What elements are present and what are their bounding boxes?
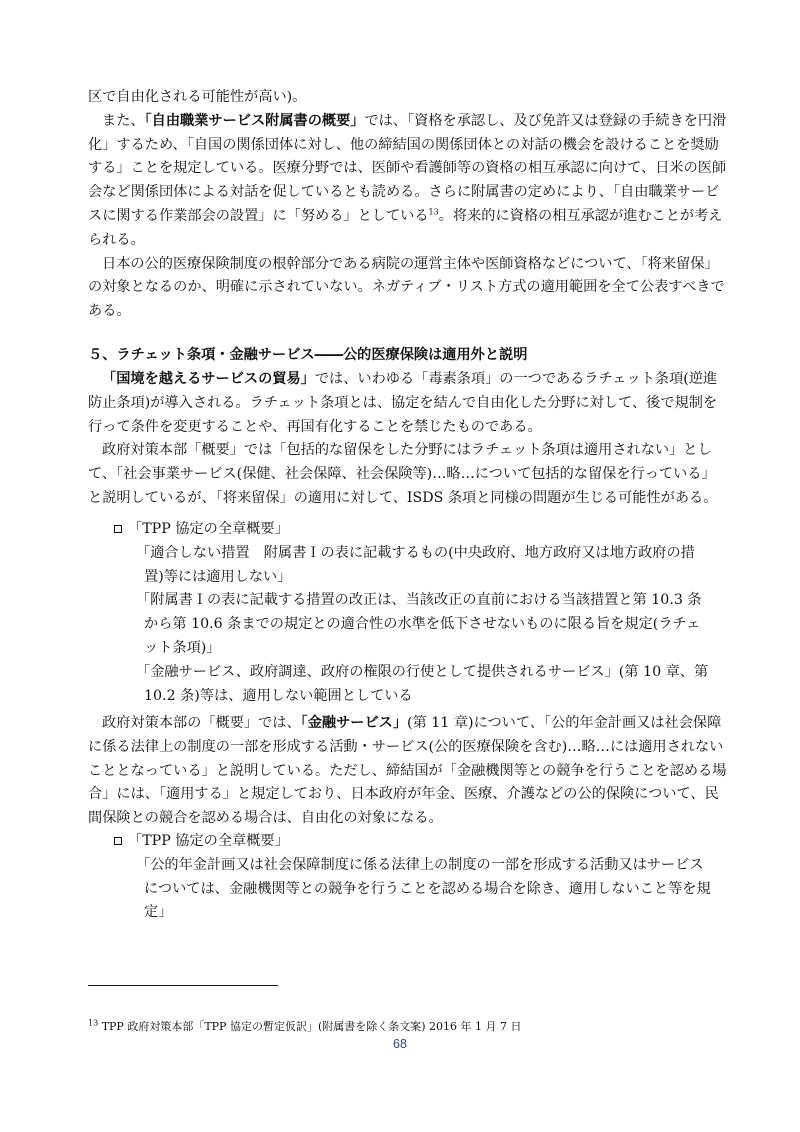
list-item: 「附属書Ｉの表に記載する措置の改正は、当該改正の直前における当該措置と第 10.3 条から第 10.6 条までの規定との適合性の水準を低下させないものに限る旨を規定(ラチェット条項)」 — [136, 592, 702, 656]
page-number: 68 — [393, 1037, 407, 1051]
footnote-number: 13 — [88, 1018, 99, 1028]
section-5-body-2 — [88, 712, 728, 831]
list-head-text: 「TPP 協定の全章概要」 — [128, 833, 289, 849]
paragraph: 政府対策本部「概要」では「包括的な留保をした分野にはラチェット条項は適用されない」として、「社会事業サービス(保健、社会保障、社会保険等)…略…について包括的な留保を行っている」と説明しているが、「将来留保」の適用に対して、ISDS 条項と同様の問題が生じる可能性がある。 — [88, 442, 718, 506]
list-item: 「金融サービス、政府調達、政府の権限の行使として提供されるサービス」(第 10 章、第 10.2 条)等は、適用しない範囲としている — [136, 663, 709, 704]
quote-list-2 — [114, 830, 714, 925]
quote-list-1 — [114, 518, 714, 708]
bold-term: 「国境を越えるサービスの貿易」 — [102, 371, 315, 387]
bold-term: 「自由職業サービス附属書の概要」 — [144, 112, 365, 129]
footnote — [88, 1020, 522, 1034]
list-head — [114, 518, 714, 542]
paragraph-text: また、 — [102, 112, 145, 129]
paragraph — [88, 368, 728, 439]
list-item: 「公的年金計画又は社会保障制度に係る法律上の制度の一部を形成する活動又はサービスについては、金融機関等との競争を行うことを認める場合を除き、適用しないこと等を規定」 — [136, 856, 711, 921]
footnote-text: TPP 政府対策本部「TPP 協定の暫定仮訳」(附属書を除く条文案) 2016 年 1 月 7 日 — [101, 1020, 522, 1033]
paragraph — [88, 712, 728, 831]
paragraph: 区で自由化される可能性が高い)。 — [88, 89, 307, 105]
bold-term: 「金融サービス」 — [300, 715, 408, 731]
paragraph-text: では、「資格を承認し、及び免許又は登録の手続きを円滑化」するため、「自国の関係団体に対し、他の締結国の関係団体との対話の機会を設けることを奨励する」ことを規定している。医療分野では、医師や看護師等の資格の相互承認に向けて、日米の医師会など関係団体による対話を促しているとも読める。さらに附属書の定めにより、「自由職業サービスに関する作業部会の設置」に「努める」としている — [88, 112, 727, 224]
paragraph-text: 。将来的に資格の相互承認が進むことが考えられる。 — [88, 207, 723, 248]
checkbox-bullet-icon — [114, 837, 122, 845]
footnote-ref[interactable]: 13 — [428, 207, 439, 217]
top-section — [88, 86, 728, 324]
paragraph-text: では、いわゆる「毒素条項」の一つであるラチェット条項(逆進防止条項)が導入される。ラチェット条項とは、協定を結んで自由化した分野に対して、後で規制を行って条件を変更することや、再国有化することを禁じたものである。 — [88, 371, 718, 435]
section-5-body — [88, 368, 728, 511]
paragraph-text: (第 11 章)について、「公的年金計画又は社会保障に係る法律上の制度の一部を形成する活動・サービス(公的医療保険を含む)…略…には適用されないこととなっている」と説明している。ただし、締結国が「金融機関等との競争を行うことを認める場合」には、「適用する」と規定しており、日本政府が年金、医療、介護などの公的保険について、民間保険との競合を認める場合は、自由化の対象になる。 — [88, 715, 727, 827]
section-heading: ５、ラチェット条項・金融サービス――公的医療保険は適用外と説明 — [88, 347, 528, 363]
list-head-text: 「TPP 協定の全章概要」 — [128, 521, 289, 537]
checkbox-bullet-icon — [114, 525, 122, 533]
paragraph — [88, 110, 728, 253]
list-head — [114, 830, 714, 854]
paragraph: 日本の公的医療保険制度の根幹部分である病院の運営主体や医師資格などについて、「将来留保」の対象となるのか、明確に示されていない。ネガティブ・リスト方式の適用範囲を全て公表すべきである。 — [88, 255, 725, 320]
list-item: 「適合しない措置 附属書Ｉの表に記載するもの(中央政府、地方政府又は地方政府の措置)等には適用しない」 — [136, 544, 695, 585]
paragraph-text: 政府対策本部の「概要」では、 — [102, 715, 301, 731]
footnote-divider — [88, 985, 278, 986]
